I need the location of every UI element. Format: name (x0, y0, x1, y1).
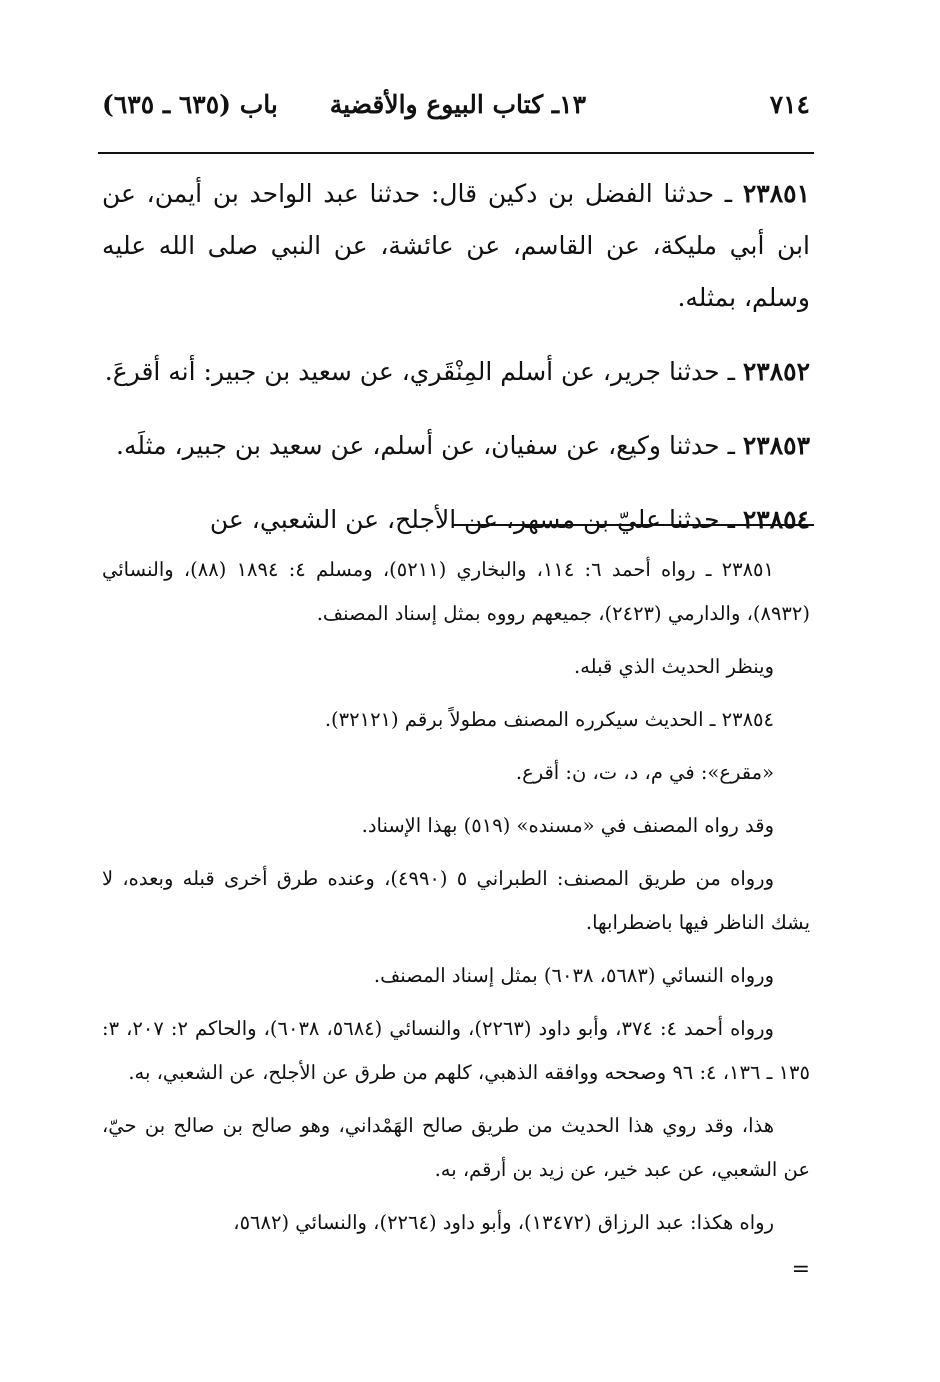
hadith-number: ٢٣٨٥٢ (742, 357, 810, 386)
footnotes (102, 548, 810, 1301)
hadith-entry (102, 346, 810, 398)
hadith-text: ـ حدثنا عليّ بن مسهر، عن الأجلح، عن الشعبي، عن (209, 505, 743, 534)
footnote-paragraph: ورواه النسائي (٥٦٨٣، ٦٠٣٨) بمثل إسناد المصنف. (373, 964, 774, 987)
main-text (102, 168, 810, 568)
footnote-paragraph: هذا، وقد روي هذا الحديث من طريق صالح الهَمْداني، وهو صالح بن صالح بن حيّ، عن الشعبي، عن عبد خير، عن زيد بن أرقم، به. (102, 1114, 810, 1181)
hadith-entry (102, 494, 810, 546)
footnote-paragraph: ٢٣٨٥١ ـ رواه أحمد ٦: ١١٤، والبخاري (٥٢١١)، ومسلم ٤: ١٨٩٤ (٨٨)، والنسائي (٨٩٣٢)، والدارمي (٢٤٢٣)، جميعهم رووه بمثل إسناد المصنف. (102, 558, 810, 625)
hadith-entry (102, 420, 810, 472)
footnote-paragraph: ورواه من طريق المصنف: الطبراني ٥ (٤٩٩٠)، وعنده طرق أخرى قبله وبعده، لا يشك الناظر فيها باضطرابها. (102, 867, 810, 934)
footnote-paragraph: رواه هكذا: عبد الرزاق (١٣٤٧٢)، وأبو داود (٢٢٦٤)، والنسائي (٥٦٨٢، (233, 1211, 774, 1234)
hadith-text: ـ حدثنا وكيع، عن سفيان، عن أسلم، عن سعيد بن جبير، مثلَه. (116, 431, 743, 460)
footnote-paragraph: «مقرع»: في م، د، ت، ن: أقرع. (515, 761, 774, 784)
continuation-mark: = (791, 1257, 810, 1282)
footnote-paragraph: وقد رواه المصنف في «مسنده» (٥١٩) بهذا الإسناد. (361, 814, 774, 837)
hadith-entry (102, 168, 810, 324)
hadith-number: ٢٣٨٥٣ (742, 431, 810, 460)
chapter-title: باب (٦٣٥ ـ ٦٣٥) (102, 90, 278, 119)
book-page (98, 0, 814, 1382)
hadith-text: ـ حدثنا الفضل بن دكين قال: حدثنا عبد الواحد بن أيمن، عن ابن أبي مليكة، عن القاسم، عن عائشة، عن النبي صلى الله عليه وسلم، بمثله. (102, 179, 810, 312)
footnote-paragraph: وينظر الحديث الذي قبله. (573, 655, 774, 678)
header-rule (98, 152, 814, 154)
running-header (98, 86, 814, 130)
footnote-rule (452, 524, 814, 526)
hadith-number: ٢٣٨٥١ (742, 179, 810, 208)
hadith-number: ٢٣٨٥٤ (742, 505, 810, 534)
book-title: ١٣ـ كتاب البيوع والأقضية (329, 90, 586, 119)
hadith-text: ـ حدثنا جرير، عن أسلم المِنْقَري، عن سعيد بن جبير: أنه أقرعَ. (104, 357, 743, 386)
page-number: ٧١٤ (769, 90, 810, 119)
footnote-paragraph: ورواه أحمد ٤: ٣٧٤، وأبو داود (٢٢٦٣)، والنسائي (٥٦٨٤، ٦٠٣٨)، والحاكم ٢: ٢٠٧، ٣: ١٣٥ ـ ١٣٦، ٤: ٩٦ وصححه ووافقه الذهبي، كلهم من طرق عن الأجلح، عن الشعبي، به. (102, 1017, 810, 1084)
footnote-paragraph: ٢٣٨٥٤ ـ الحديث سيكرره المصنف مطولاً برقم (٣٢١٢١). (324, 708, 774, 731)
